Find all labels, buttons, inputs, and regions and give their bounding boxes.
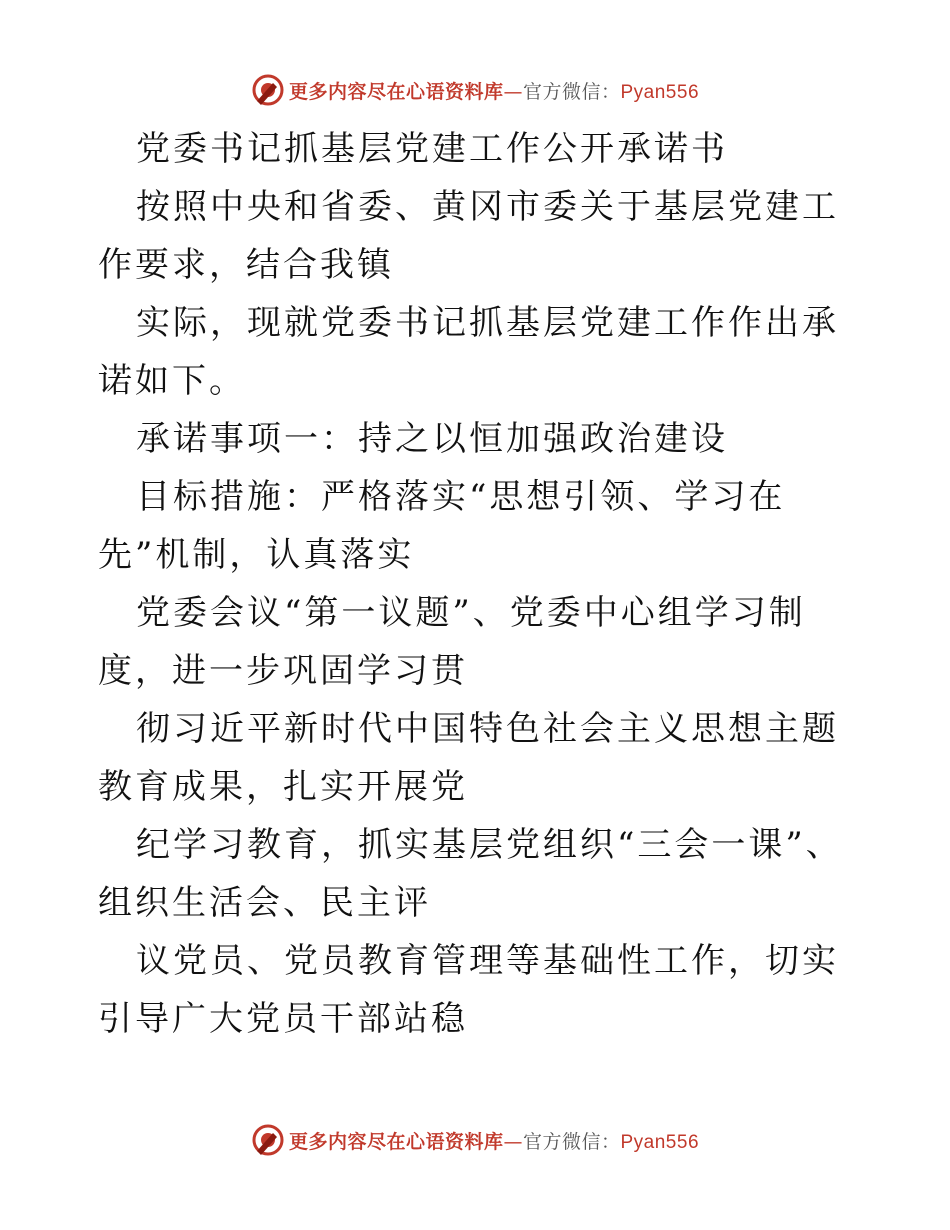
paragraph: 纪学习教育，抓实基层党组织“三会一课”、组织生活会、民主评 [98, 825, 843, 923]
watermark-main-text: 更多内容尽在心语资料库 [288, 1130, 504, 1153]
paragraph: 彻习近平新时代中国特色社会主义思想主题教育成果，扎实开展党 [98, 709, 839, 807]
pen-logo-icon [251, 1123, 285, 1157]
watermark-label: 官方微信： [522, 1130, 621, 1153]
watermark-main-text: 更多内容尽在心语资料库 [288, 80, 504, 103]
watermark-wechat-id: Pyan556 [620, 81, 700, 103]
watermark-label: 官方微信： [522, 80, 621, 103]
document-body [98, 120, 858, 1048]
footer-watermark [0, 1120, 950, 1160]
paragraph: 议党员、党员教育管理等基础性工作，切实引导广大党员干部站稳 [98, 941, 839, 1039]
paragraph: 实际，现就党委书记抓基层党建工作作出承诺如下。 [98, 303, 839, 401]
paragraph: 目标措施：严格落实“思想引领、学习在先”机制，认真落实 [98, 477, 786, 575]
watermark-dash: — [503, 1130, 523, 1153]
header-watermark [0, 70, 950, 110]
watermark-wechat-id: Pyan556 [620, 1131, 700, 1153]
paragraph: 按照中央和省委、黄冈市委关于基层党建工作要求，结合我镇 [98, 187, 839, 285]
paragraph: 党委会议“第一议题”、党委中心组学习制度，进一步巩固学习贯 [98, 593, 806, 691]
paragraph: 承诺事项一：持之以恒加强政治建设 [136, 419, 728, 459]
document-title: 党委书记抓基层党建工作公开承诺书 [136, 129, 728, 169]
pen-logo-icon [251, 73, 285, 107]
watermark-dash: — [503, 80, 523, 103]
